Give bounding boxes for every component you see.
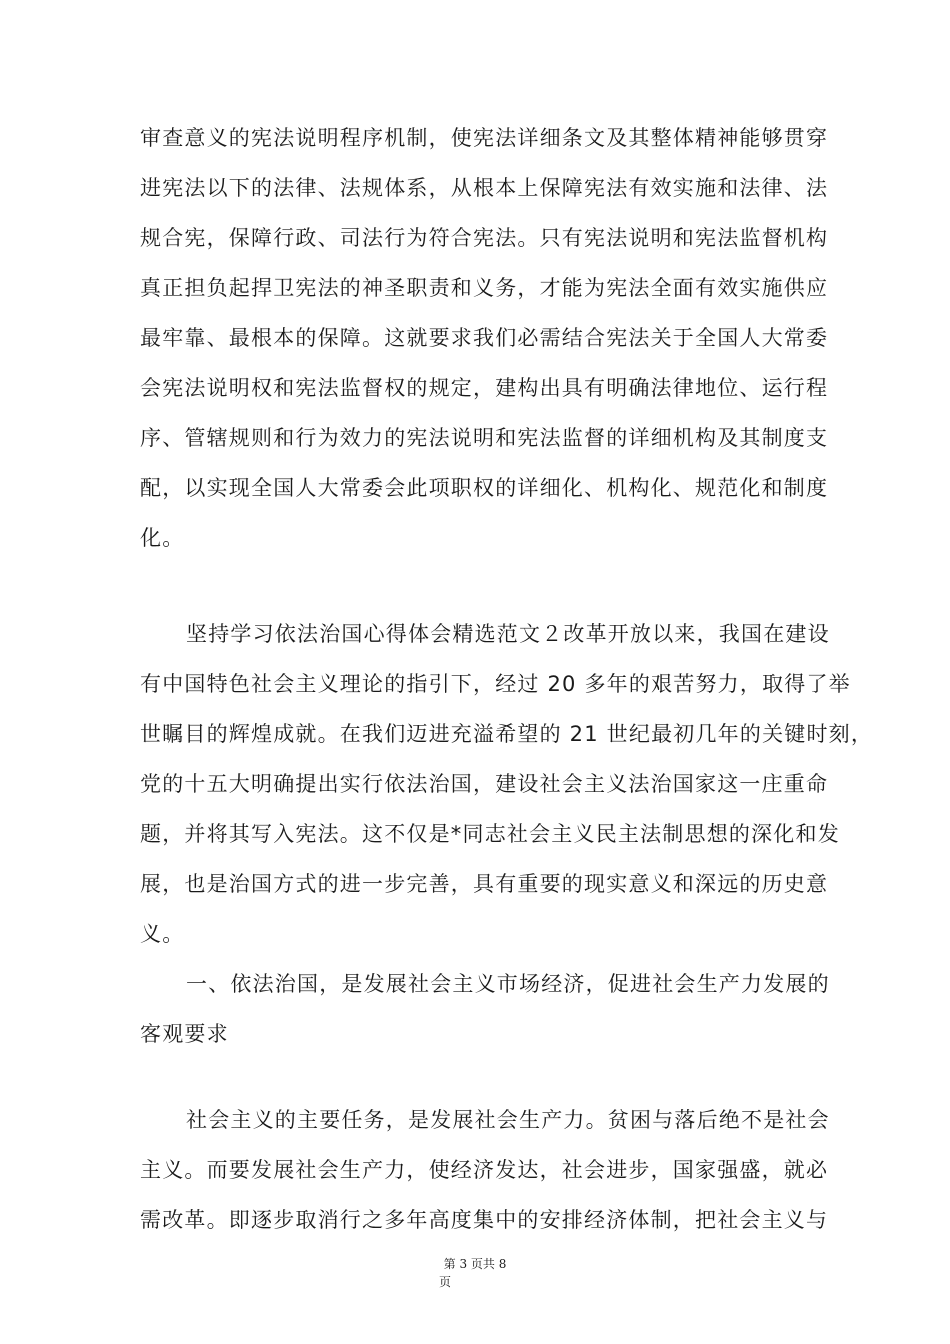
- paragraph-line: 真正担负起捍卫宪法的神圣职责和义务，才能为宪法全面有效实施供应: [140, 276, 829, 300]
- paragraph-line: 坚持学习依法治国心得体会精选范文２改革开放以来，我国在建设: [186, 622, 830, 646]
- paragraph-line: 展，也是治国方式的进一步完善，具有重要的现实意义和深远的历史意: [140, 872, 829, 896]
- paragraph-line: 进宪法以下的法律、法规体系，从根本上保障宪法有效实施和法律、法: [140, 176, 829, 200]
- paragraph-line: 配，以实现全国人大常委会此项职权的详细化、机构化、规范化和制度: [140, 476, 829, 500]
- paragraph-line: 需改革。即逐步取消行之多年高度集中的安排经济体制，把社会主义与: [140, 1208, 829, 1232]
- paragraph-line: 有中国特色社会主义理论的指引下，经过 20 多年的艰苦努力，取得了举: [140, 672, 851, 696]
- paragraph-line: 义。: [140, 922, 185, 946]
- paragraph-line: 审查意义的宪法说明程序机制，使宪法详细条文及其整体精神能够贯穿: [140, 126, 829, 150]
- paragraph-line: 世瞩目的辉煌成就。在我们迈进充溢希望的 21 世纪最初几年的关键时刻，: [140, 722, 874, 746]
- paragraph-line: 社会主义的主要任务，是发展社会生产力。贫困与落后绝不是社会: [186, 1108, 830, 1132]
- paragraph-line: 最牢靠、最根本的保障。这就要求我们必需结合宪法关于全国人大常委: [140, 326, 829, 350]
- paragraph-line: 规合宪，保障行政、司法行为符合宪法。只有宪法说明和宪法监督机构: [140, 226, 829, 250]
- page-number-suffix: 页: [438, 1275, 451, 1289]
- paragraph-line: 会宪法说明权和宪法监督权的规定，建构出具有明确法律地位、运行程: [140, 376, 829, 400]
- paragraph-line: 主义。而要发展社会生产力，使经济发达，社会进步，国家强盛，就必: [140, 1158, 829, 1182]
- paragraph-line: 党的十五大明确提出实行依法治国，建设社会主义法治国家这一庄重命: [140, 772, 829, 796]
- paragraph-line: 化。: [140, 526, 185, 550]
- paragraph-line: 序、管辖规则和行为效力的宪法说明和宪法监督的详细机构及其制度支: [140, 426, 829, 450]
- section-heading: 客观要求: [140, 1022, 229, 1046]
- section-heading: 一、依法治国，是发展社会主义市场经济，促进社会生产力发展的: [186, 972, 830, 996]
- paragraph-line: 题，并将其写入宪法。这不仅是*同志社会主义民主法制思想的深化和发: [140, 822, 840, 846]
- page-number: 第 3 页共 8: [443, 1257, 507, 1271]
